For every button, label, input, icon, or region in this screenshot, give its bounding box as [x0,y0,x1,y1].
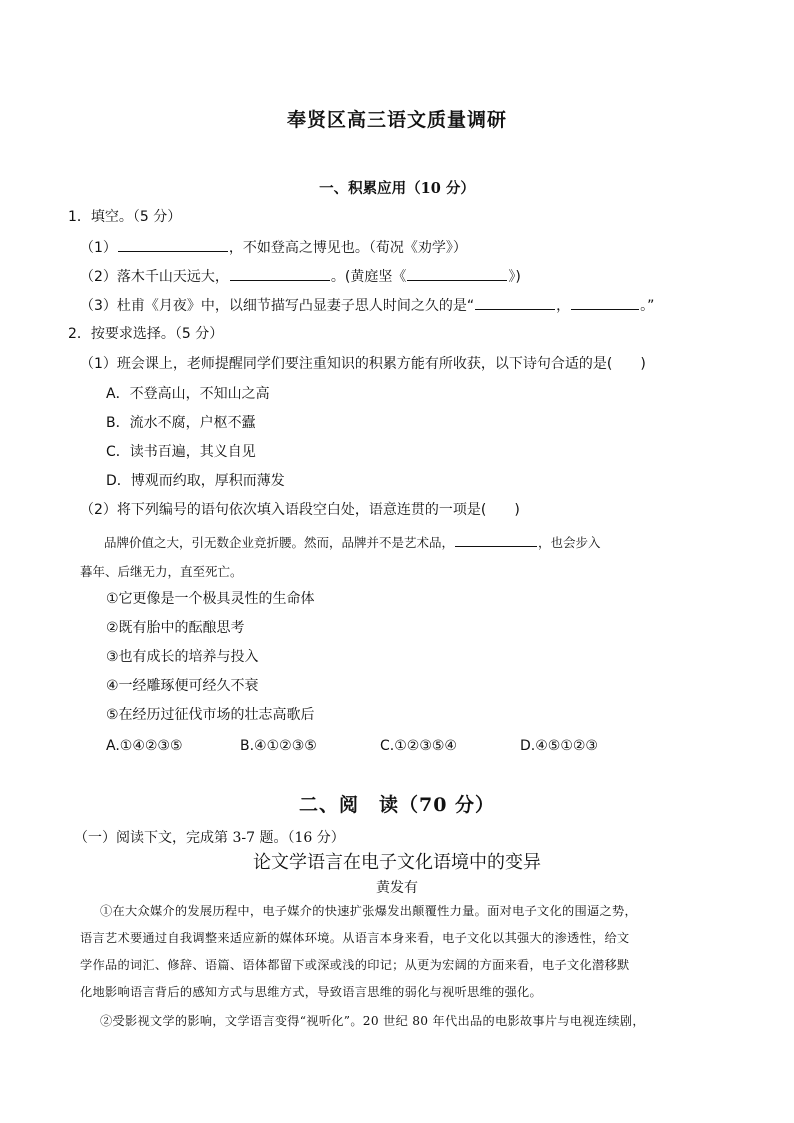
q1-item3-suffix: 。” [640,298,655,314]
q2-sub1-option-d: D．博观而约取，厚积而薄发 [106,473,285,489]
article-title: 论文学语言在电子文化语境中的变异 [253,852,541,873]
q1-item1 [80,238,467,257]
page-title: 奉贤区高三语文质量调研 [286,109,507,131]
q2-sub1-option-a: A．不登高山，不知山之高 [106,386,270,402]
q2-choice-d: D.④⑤①②③ [520,738,598,754]
q2-sub1-option-b: B．流水不腐，户枢不蠹 [106,415,256,431]
q1-item2-blank2 [407,267,507,281]
q2-choice-b: B.④①②③⑤ [240,738,317,754]
q1-item3 [80,296,654,315]
q1-item2-suffix: 》) [508,269,521,285]
q2-stem: 2．按要求选择。（5 分） [68,326,224,342]
q1-item1-blank [118,238,228,252]
q1-item1-prefix: （1） [80,240,117,256]
q2-choice-c: C.①②③⑤④ [380,738,457,754]
q2-sub1-option-c: C．读书百遍，其义自见 [106,444,256,460]
article-para1-line3: 学作品的词汇、修辞、语篇、语体都留下或深或浅的印记；从更为宏阔的方面来看，电子文化潜移默 [80,958,630,972]
article-author: 黄发有 [376,880,418,896]
q1-item3-prefix: （3）杜甫《月夜》中，以细节描写凸显妻子思人时间之久的是“ [80,298,475,314]
article-para1-line4: 化地影响语言背后的感知方式与思维方式，导致语言思维的弱化与视听思维的强化。 [80,985,543,999]
q2-item-2: ②既有胎中的酝酿思考 [106,620,245,636]
q2-item-4: ④一经雕琢便可经久不衰 [106,678,259,694]
reading-intro: （一）阅读下文，完成第 3-7 题。（16 分） [74,830,345,846]
q1-item2 [80,267,521,286]
q2-passage-line1 [104,533,601,552]
q2-sub2: （2）将下列编号的语句依次填入语段空白处，语意连贯的一项是( ) [80,502,520,518]
q2-passage-part2: ，也会步入 [538,535,601,550]
q2-passage-line2: 暮年、后继无力，直至死亡。 [80,564,243,579]
q1-item3-sep: ， [556,298,571,314]
q1-item3-blank1 [475,296,555,310]
q1-item2-mid: 。(黄庭坚《 [330,269,407,285]
article-para2-line1: ②受影视文学的影响，文学语言变得“视听化”。20 世纪 80 年代出品的电影故事片与电视连续剧， [100,1014,645,1028]
q2-item-1: ①它更像是一个极具灵性的生命体 [106,591,315,607]
q2-passage-part1: 品牌价值之大，引无数企业竞折腰。然而，品牌并不是艺术品， [104,535,455,550]
q2-passage-blank [455,533,537,547]
q1-item3-blank2 [571,296,639,310]
section-heading-accumulation: 一、积累应用（10 分） [319,180,475,197]
q2-item-3: ③也有成长的培养与投入 [106,649,259,665]
q2-sub1: （1）班会课上，老师提醒同学们要注重知识的积累方能有所收获，以下诗句合适的是( ) [80,356,646,372]
article-para1-line1: ①在大众媒介的发展历程中，电子媒介的快速扩张爆发出颠覆性力量。面对电子文化的围逼之势， [100,904,637,918]
section-heading-reading: 二、阅 读（70 分） [298,794,496,816]
q2-choice-a: A.①④②③⑤ [106,738,183,754]
q1-item2-prefix: （2）落木千山天远大， [80,269,229,285]
article-para1-line2: 语言艺术要通过自我调整来适应新的媒体环境。从语言本身来看，电子文化以其强大的渗透性，给文 [80,931,630,945]
q1-item1-suffix: ，不如登高之博见也。（荀况《劝学》） [228,240,467,256]
q2-item-5: ⑤在经历过征伐市场的壮志高歌后 [106,707,315,723]
q1-stem: 1．填空。（5 分） [68,209,182,225]
q1-item2-blank1 [230,267,330,281]
